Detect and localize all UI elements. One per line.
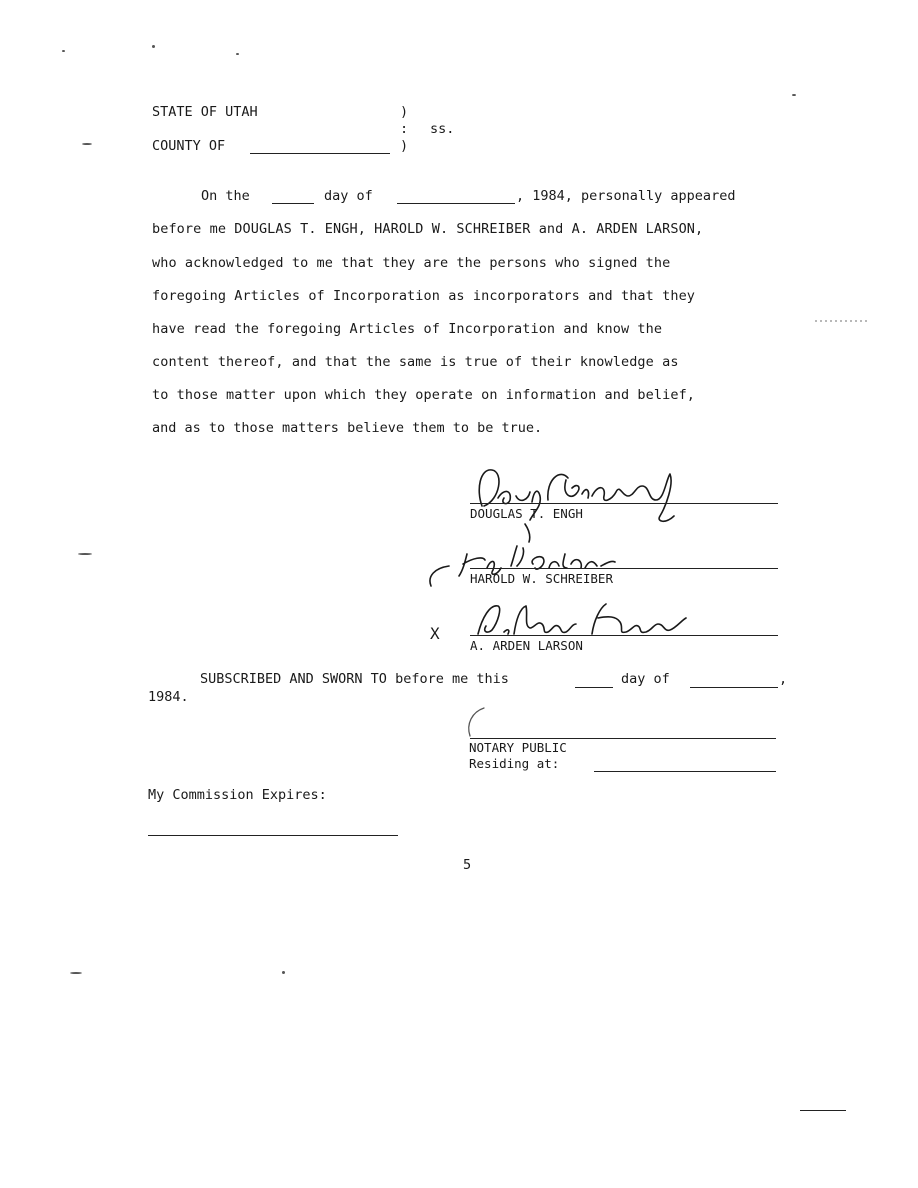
notary-residing: Residing at: — [469, 756, 560, 771]
jurat-month-blank — [690, 687, 778, 688]
ack-line-7: to those matter upon which they operate on information and belief, — [152, 387, 696, 403]
county-blank-line — [250, 153, 390, 154]
scan-speck — [82, 143, 92, 145]
jurat-text-a: SUBSCRIBED AND SWORN TO before me this — [200, 671, 509, 687]
scan-speck — [78, 553, 92, 555]
notary-title: NOTARY PUBLIC — [469, 740, 567, 755]
scan-speck — [152, 45, 155, 48]
venue-ss: ss. — [430, 121, 455, 137]
engh-signature-line — [470, 503, 778, 504]
ack-line-6: content thereof, and that the same is true of their knowledge as — [152, 354, 679, 370]
ack-line1-c: , 1984, personally appeared — [516, 188, 736, 204]
ack-line1-b: day of — [324, 188, 373, 204]
venue-paren-2: ) — [400, 138, 409, 154]
notary-residing-line — [594, 771, 776, 772]
schreiber-name: HAROLD W. SCHREIBER — [470, 571, 613, 586]
venue-colon: : — [400, 121, 409, 137]
page-number: 5 — [463, 857, 472, 873]
ack-line-5: have read the foregoing Articles of Incorporation and know the — [152, 321, 663, 337]
commission-blank-line — [148, 835, 398, 836]
state-line: STATE OF UTAH — [152, 104, 258, 120]
scan-edge-mark — [800, 1110, 846, 1111]
scan-speck — [62, 50, 65, 52]
scan-speck — [70, 972, 82, 974]
mark-x: X — [430, 624, 440, 643]
ack-day-blank — [272, 203, 314, 204]
scan-speck — [236, 53, 239, 55]
ack-line-8: and as to those matters believe them to be true. — [152, 420, 543, 436]
scan-speck — [282, 971, 285, 974]
larson-name: A. ARDEN LARSON — [470, 638, 583, 653]
ack-line1-a: On the — [201, 188, 250, 204]
ack-line-2: before me DOUGLAS T. ENGH, HAROLD W. SCHREIBER and A. ARDEN LARSON, — [152, 221, 704, 237]
scan-speck — [792, 94, 796, 96]
notary-signature-line — [470, 738, 776, 739]
county-label: COUNTY OF — [152, 138, 226, 154]
scan-smudge — [815, 320, 867, 322]
jurat-text-c: , — [779, 671, 788, 687]
venue-paren-1: ) — [400, 104, 409, 120]
larson-signature-line — [470, 635, 778, 636]
ack-month-blank — [397, 203, 515, 204]
jurat-year: 1984. — [148, 689, 189, 705]
engh-name: DOUGLAS T. ENGH — [470, 506, 583, 521]
commission-label: My Commission Expires: — [148, 787, 327, 803]
ack-line-4: foregoing Articles of Incorporation as incorporators and that they — [152, 288, 696, 304]
schreiber-signature-line — [470, 568, 778, 569]
jurat-text-b: day of — [621, 671, 670, 687]
ack-line-3: who acknowledged to me that they are the persons who signed the — [152, 255, 671, 271]
jurat-day-blank — [575, 687, 613, 688]
